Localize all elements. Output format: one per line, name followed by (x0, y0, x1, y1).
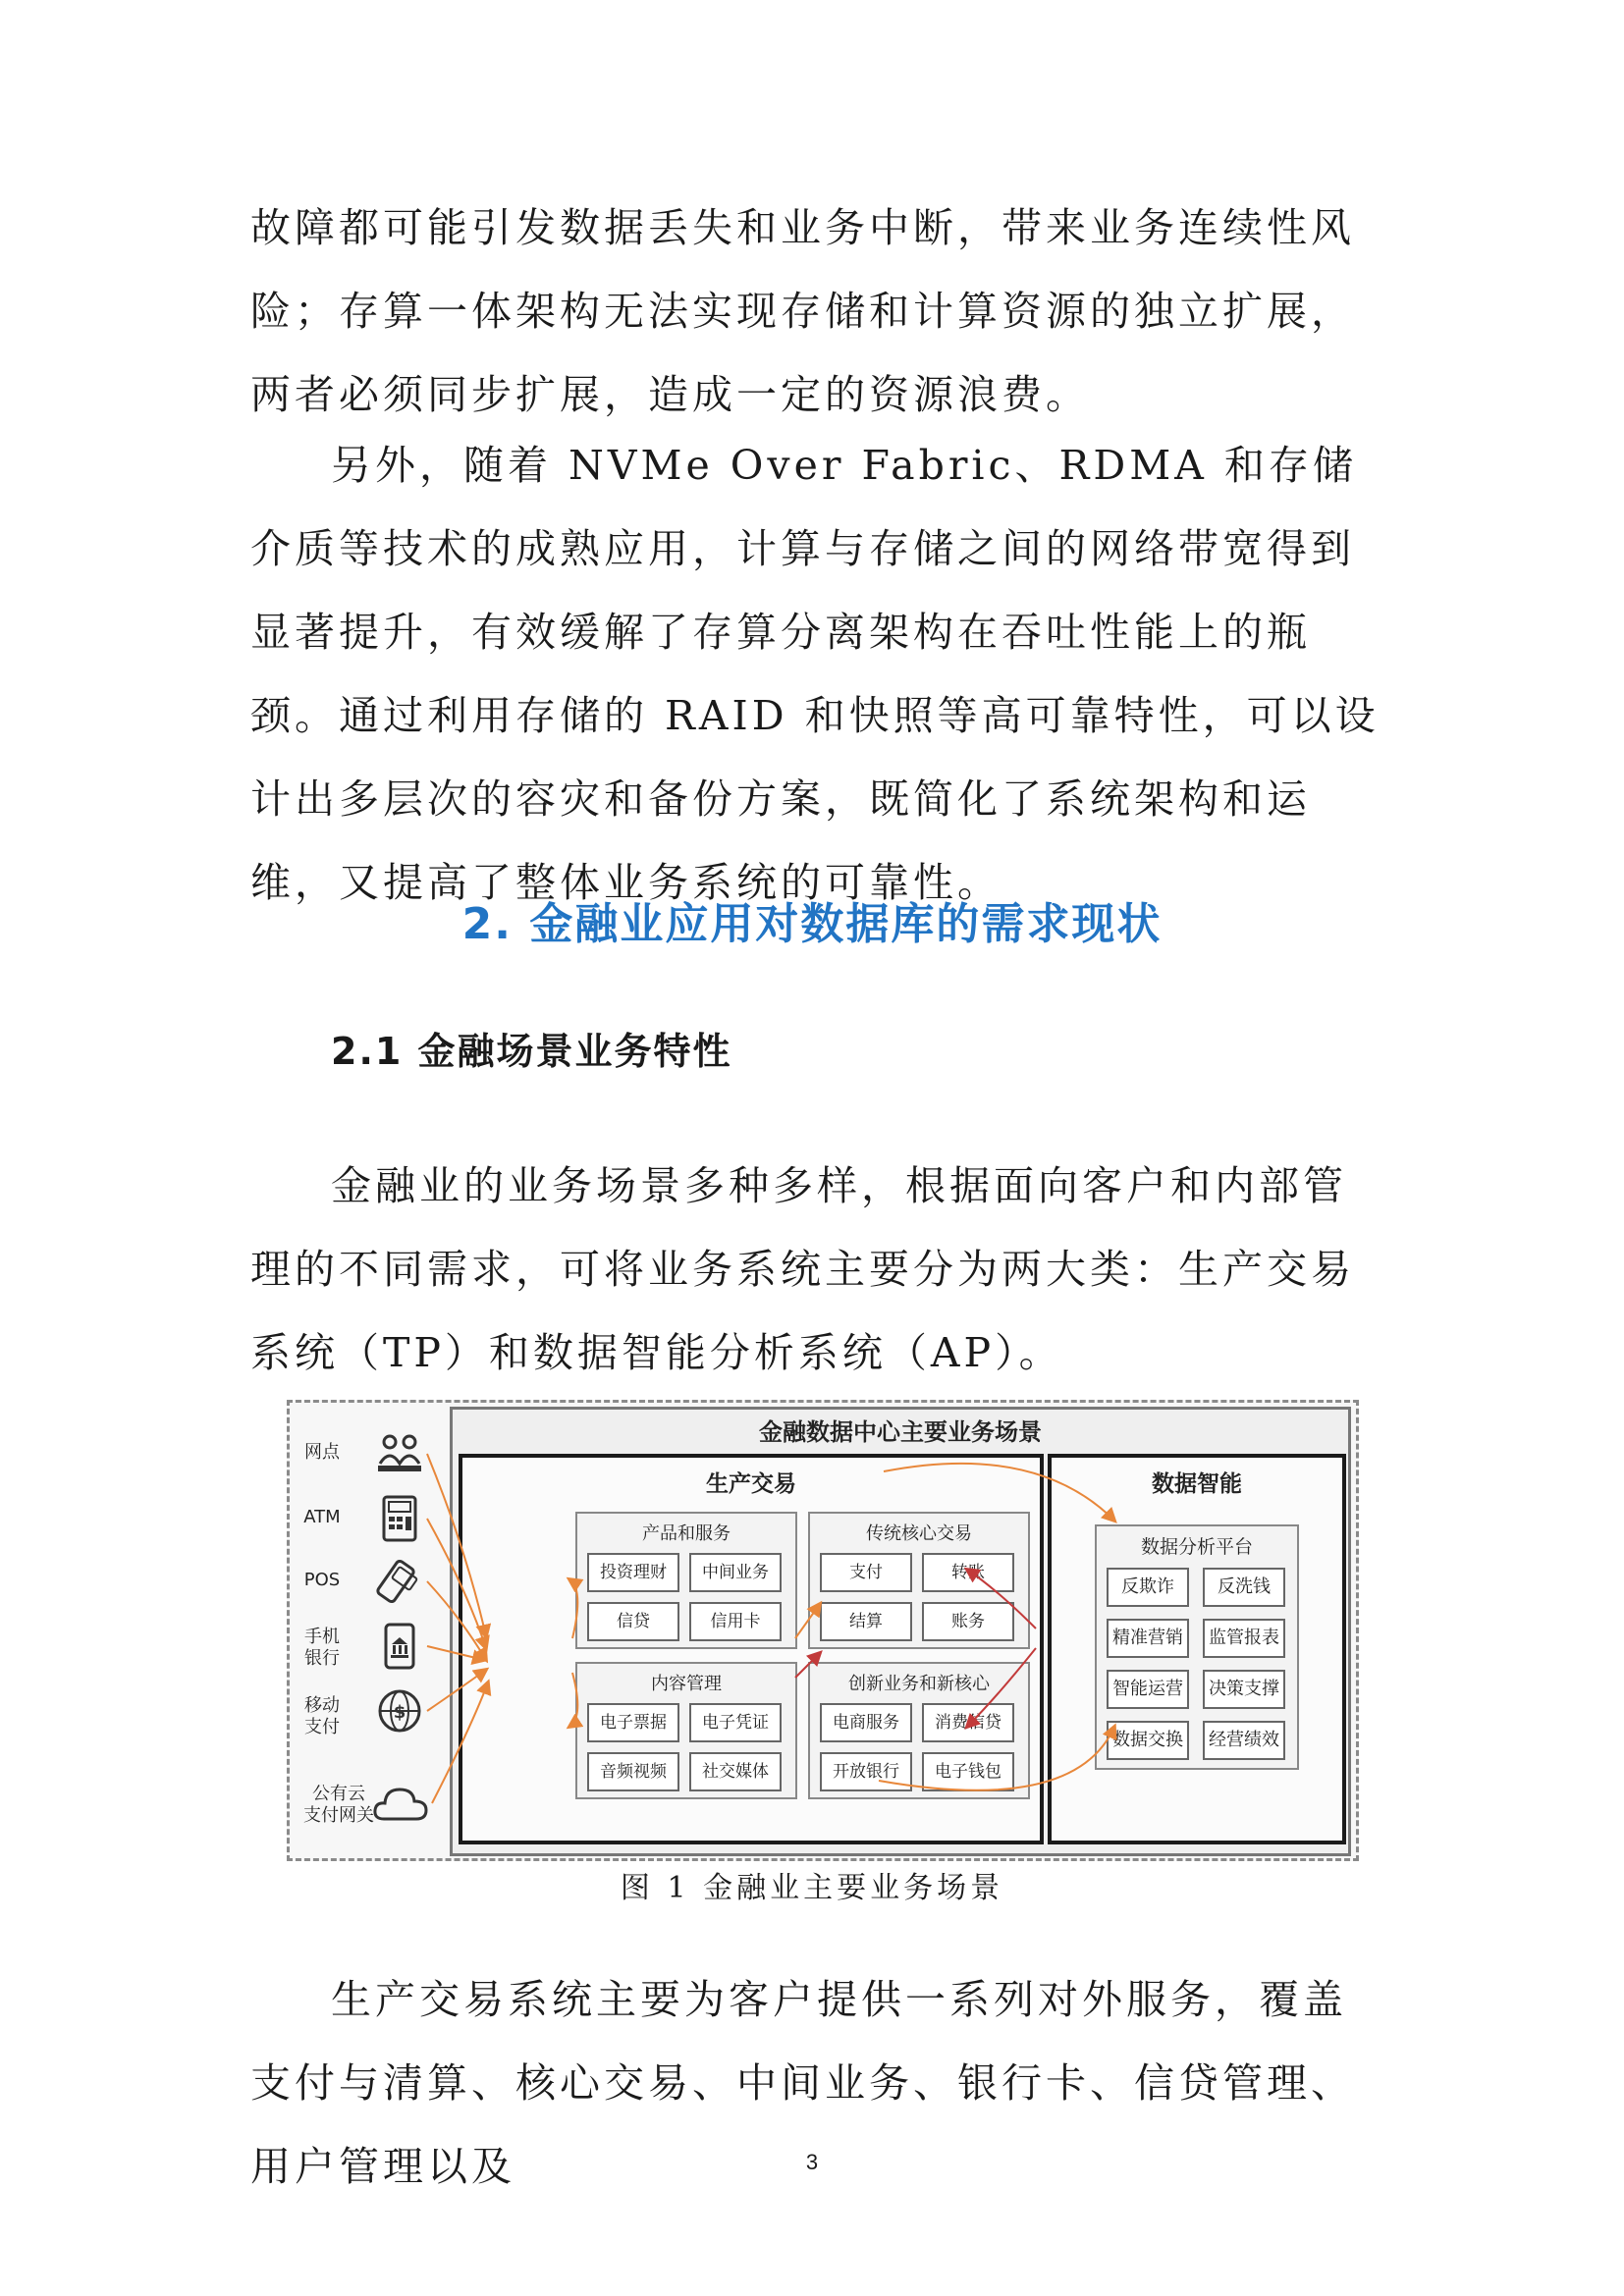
cell-consumer-credit: 消费信贷 (922, 1703, 1014, 1742)
group-title: 内容管理 (651, 1674, 722, 1694)
group-products-services (575, 1512, 797, 1649)
paragraph-4: 生产交易系统主要为客户提供一系列对外服务，覆盖支付与清算、核心交易、中间业务、银行卡、信贷管理、用户管理以及 (250, 1976, 1355, 2190)
intelligence-panel-title: 数据智能 (1152, 1471, 1242, 1497)
section-heading: 2. 金融业应用对数据库的需求现状 (461, 899, 1163, 949)
paragraph-2: 另外，随着 NVMe Over Fabric、RDMA 和存储介质等技术的成熟应用，计算与存储之间的网络带宽得到显著提升，有效缓解了存算分离架构在吞吐性能上的瓶颈。通过利用存储的 RAID 和快照等高可靠特性，可以设计出多层次的容灾和备份方案，既简化了系统架构和运维，又提高了整体业务系统的可靠性。 (250, 442, 1380, 906)
cell-investment: 投资理财 (587, 1553, 679, 1592)
atm-icon (376, 1495, 423, 1542)
group-content-management (575, 1662, 797, 1799)
intelligence-panel (1048, 1454, 1346, 1844)
cell-smart-operations: 智能运营 (1107, 1670, 1189, 1709)
figure-caption: 图 1 金融业主要业务场景 (620, 1871, 1004, 1905)
cell-e-wallet: 电子钱包 (922, 1752, 1014, 1791)
cell-accounting: 账务 (922, 1602, 1014, 1641)
cell-decision-support: 决策支撑 (1203, 1670, 1285, 1709)
cell-settlement: 结算 (820, 1602, 912, 1641)
cell-transfer: 转账 (922, 1553, 1014, 1592)
analytics-platform-title: 数据分析平台 (1140, 1536, 1253, 1558)
production-panel-title: 生产交易 (706, 1471, 796, 1497)
cell-payment: 支付 (820, 1553, 912, 1592)
group-innovation (808, 1662, 1030, 1799)
cell-data-exchange: 数据交换 (1107, 1721, 1189, 1760)
cell-anti-money-laundering: 反洗钱 (1203, 1568, 1285, 1607)
cell-audio-video: 音频视频 (587, 1752, 679, 1791)
paragraph-1: 故障都可能引发数据丢失和业务中断，带来业务连续性风险；存算一体架构无法实现存储和计算资源的独立扩展，两者必须同步扩展，造成一定的资源浪费。 (250, 204, 1355, 418)
cell-e-voucher: 电子凭证 (689, 1703, 782, 1742)
cell-e-bill: 电子票据 (587, 1703, 679, 1742)
group-title: 创新业务和新核心 (848, 1674, 990, 1694)
cell-precision-marketing: 精准营销 (1107, 1619, 1189, 1658)
pos-terminal-icon (376, 1558, 423, 1605)
page-number: 3 (805, 2150, 819, 2174)
channel-label-branch: 网点 (304, 1442, 340, 1463)
people-counter-icon (376, 1430, 423, 1477)
channel-label-mobile-pay: 移动 支付 (304, 1695, 340, 1737)
cell-regulatory-report: 监管报表 (1203, 1619, 1285, 1658)
cell-ecommerce: 电商服务 (820, 1703, 912, 1742)
analytics-platform (1095, 1524, 1299, 1770)
cell-social-media: 社交媒体 (689, 1752, 782, 1791)
group-core-trading (808, 1512, 1030, 1649)
cloud-icon (372, 1780, 429, 1827)
group-title: 产品和服务 (642, 1523, 731, 1544)
mobile-bank-icon (376, 1623, 423, 1670)
production-panel (459, 1454, 1044, 1844)
cell-credit-card: 信用卡 (689, 1602, 782, 1641)
cell-open-banking: 开放银行 (820, 1752, 912, 1791)
group-title: 传统核心交易 (866, 1523, 972, 1544)
globe-payment-icon (376, 1687, 423, 1735)
channel-label-cloud-gateway: 公有云 支付网关 (303, 1784, 374, 1826)
svg-text:$: $ (393, 1702, 406, 1723)
subsection-heading: 2.1 金融场景业务特性 (331, 1030, 732, 1073)
cell-performance: 经营绩效 (1203, 1721, 1285, 1760)
paragraph-3: 金融业的业务场景多种多样，根据面向客户和内部管理的不同需求，可将业务系统主要分为两大类：生产交易系统（TP）和数据智能分析系统（AP）。 (250, 1162, 1355, 1376)
figure-title: 金融数据中心主要业务场景 (759, 1418, 1042, 1446)
cell-credit: 信贷 (587, 1602, 679, 1641)
channel-label-mobile-bank: 手机 银行 (304, 1627, 340, 1669)
channel-label-pos: POS (303, 1570, 341, 1590)
cell-intermediary: 中间业务 (689, 1553, 782, 1592)
cell-anti-fraud: 反欺诈 (1107, 1568, 1189, 1607)
business-scenario-figure (287, 1400, 1359, 1861)
channel-label-atm: ATM (303, 1507, 341, 1527)
